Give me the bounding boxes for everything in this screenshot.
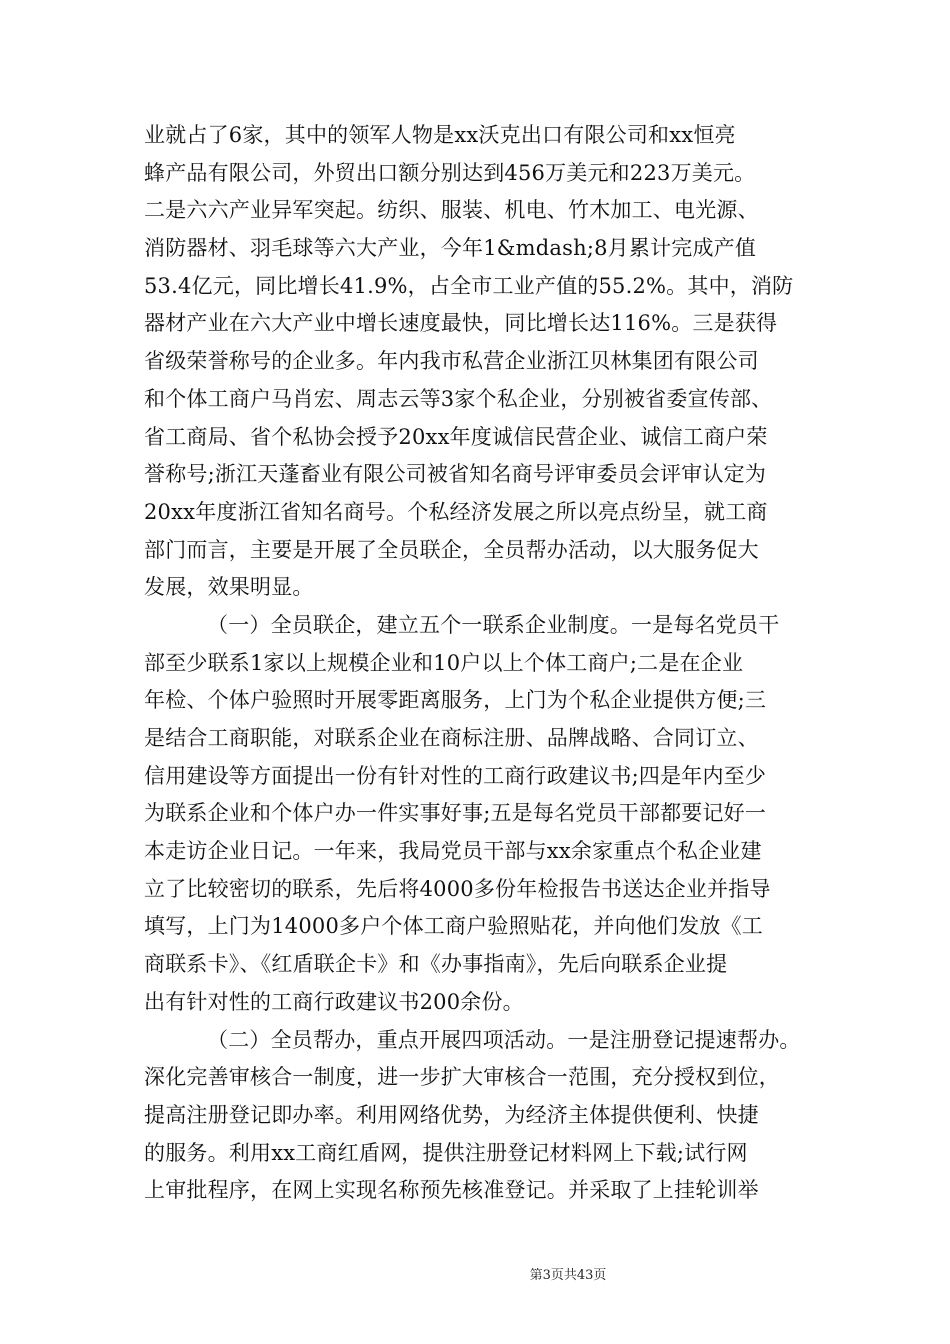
text-line: 二是六六产业异军突起。纺织、服装、机电、竹木加工、电光源、 xyxy=(144,198,759,223)
text-line: 部门而言，主要是开展了全员联企，全员帮办活动，以大服务促大 xyxy=(144,537,759,562)
text-line: 发展，效果明显。 xyxy=(144,575,314,600)
text-line: 消防器材、羽毛球等六大产业，今年1&mdash;8月累计完成产值 xyxy=(144,236,757,261)
text-line: 部至少联系1家以上规模企业和10户以上个体工商户;二是在企业 xyxy=(144,650,744,675)
text-line: 蜂产品有限公司，外贸出口额分别达到456万美元和223万美元。 xyxy=(144,160,756,185)
text-line: 业就占了6家，其中的领军人物是xx沃克出口有限公司和xx恒亮 xyxy=(144,123,736,147)
text-line: 省工商局、省个私协会授予20xx年度诚信民营企业、诚信工商户荣 xyxy=(144,424,768,449)
text-line: 年检、个体户验照时开展零距离服务，上门为个私企业提供方便;三 xyxy=(144,688,767,713)
text-line: 和个体工商户马肖宏、周志云等3家个私企业，分别被省委宣传部、 xyxy=(144,386,773,411)
paragraph-start-line: （一）全员联企，建立五个一联系企业制度。一是每名党员干 xyxy=(207,612,780,637)
body-text xyxy=(144,117,814,1210)
text-line: 出有针对性的工商行政建议书200余份。 xyxy=(144,989,524,1014)
text-line: 省级荣誉称号的企业多。年内我市私营企业浙江贝林集团有限公司 xyxy=(144,349,759,374)
text-line: 誉称号;浙江天蓬畜业有限公司被省知名商号评审委员会评审认定为 xyxy=(144,462,767,487)
page-number-footer: 第3页共43页 xyxy=(529,1268,607,1283)
text-line: 器材产业在六大产业中增长速度最快，同比增长达116%。三是获得 xyxy=(144,311,778,336)
text-line: 是结合工商职能，对联系企业在商标注册、品牌战略、合同订立、 xyxy=(144,726,759,750)
text-line: 商联系卡》、《红盾联企卡》和《办事指南》，先后向联系企业提 xyxy=(144,952,728,977)
text-line: 立了比较密切的联系，先后将4000多份年检报告书送达企业并指导 xyxy=(144,876,771,901)
text-line: 提高注册登记即办率。利用网络优势，为经济主体提供便利、快捷 xyxy=(144,1102,759,1127)
text-line: 信用建设等方面提出一份有针对性的工商行政建议书;四是年内至少 xyxy=(144,763,767,788)
text-line: 上审批程序，在网上实现名称预先核准登记。并采取了上挂轮训举 xyxy=(144,1178,759,1203)
text-line: 深化完善审核合一制度，进一步扩大审核合一范围，充分授权到位， xyxy=(144,1065,780,1090)
text-line: 填写，上门为14000多户个体工商户验照贴花，并向他们发放《工 xyxy=(144,914,764,939)
text-line: 的服务。利用xx工商红盾网，提供注册登记材料网上下载;试行网 xyxy=(144,1140,748,1165)
text-line: 20xx年度浙江省知名商号。个私经济发展之所以亮点纷呈，就工商 xyxy=(144,499,768,524)
text-line: 53.4亿元，同比增长41.9%，占全市工业产值的55.2%。其中，消防 xyxy=(144,273,794,298)
text-line: 为联系企业和个体户办一件实事好事;五是每名党员干部都要记好一 xyxy=(144,801,767,826)
text-line: 本走访企业日记。一年来，我局党员干部与xx余家重点个私企业建 xyxy=(144,839,762,864)
paragraph-start-line: （二）全员帮办，重点开展四项活动。一是注册登记提速帮办。 xyxy=(207,1027,801,1052)
